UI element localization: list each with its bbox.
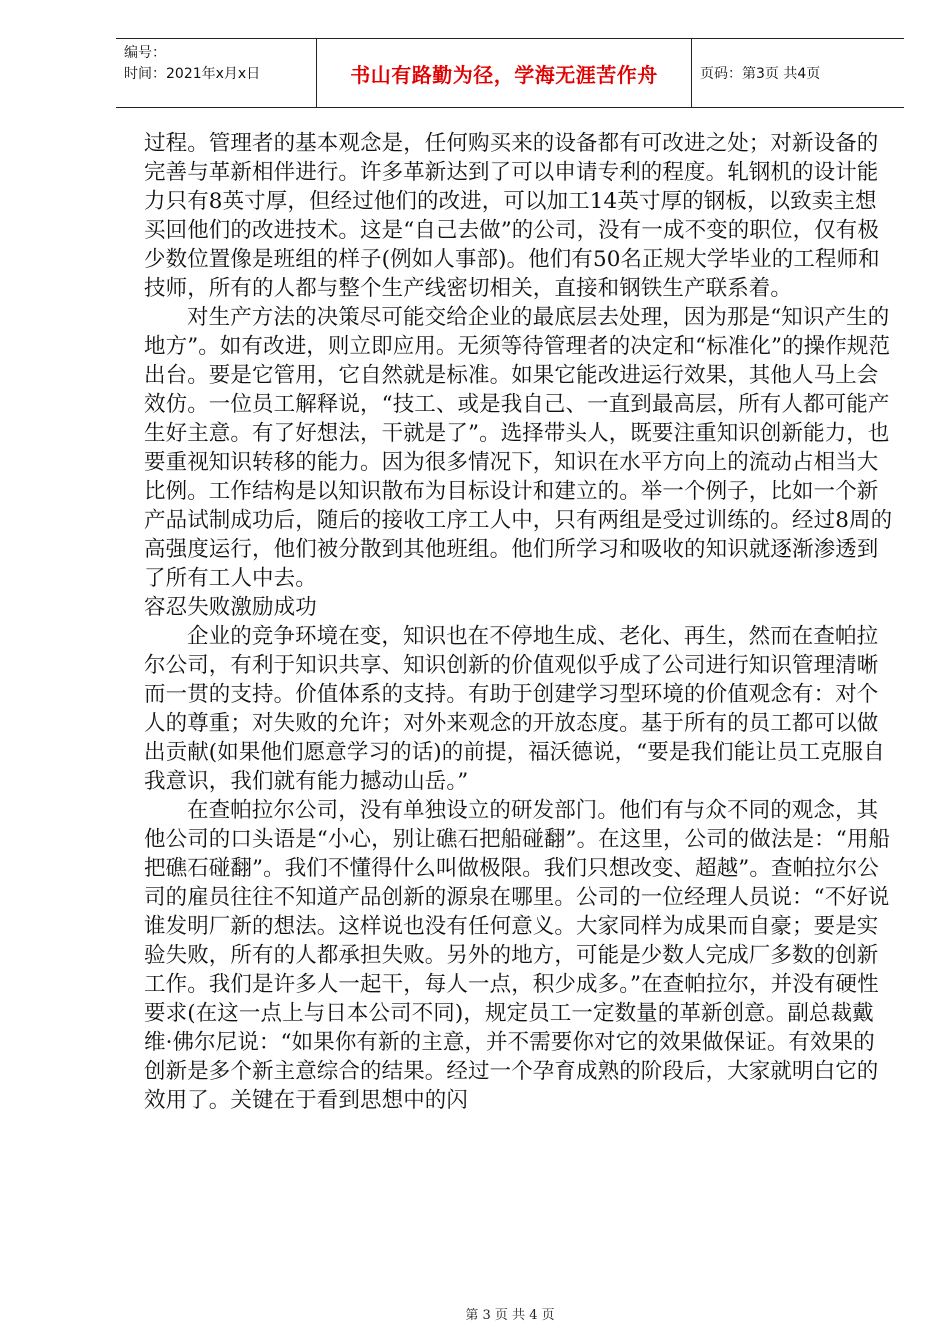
header-meta-cell: [116, 39, 316, 107]
header-motto: 书山有路勤为径，学海无涯苦作舟: [316, 39, 692, 107]
paragraph-4: 在查帕拉尔公司，没有单独设立的研发部门。他们有与众不同的观念，其他公司的口头语是“小心，别让礁石把船碰翻”。在这里，公司的做法是：“用船把礁石碰翻”。我们不懂得什么叫做极限。我们只想改变、超越”。查帕拉尔公司的雇员往往不知道产品创新的源泉在哪里。公司的一位经理人员说：“不好说谁发明厂新的想法。这样说也没有任何意义。大家同样为成果而自豪；要是实验失败，所有的人都承担失败。另外的地方，可能是少数人完成厂多数的创新工作。我们是许多人一起干，每人一点，积少成多。”在查帕拉尔，并没有硬性要求(在这一点上与日本公司不同)，规定员工一定数量的革新创意。副总裁戴维·佛尔尼说：“如果你有新的主意，并不需要你对它的效果做保证。有效果的创新是多个新主意综合的结果。经过一个孕育成熟的阶段后，大家就明白它的效用了。关键在于看到思想中的闪: [144, 798, 891, 1113]
number-label: 编号：: [124, 45, 166, 61]
paragraph-3: 企业的竞争环境在变，知识也在不停地生成、老化、再生，然而在查帕拉尔公司，有利于知识共享、知识创新的价值观似乎成了公司进行知识管理清晰而一贯的支持。价值体系的支持。有助于创建学习型环境的价值观念有：对个人的尊重；对失败的允许；对外来观念的开放态度。基于所有的员工都可以做出贡献(如果他们愿意学习的话)的前提，福沃德说，“要是我们能让员工克服自我意识，我们就有能力撼动山岳。”: [144, 624, 885, 794]
page-header: [116, 38, 904, 108]
paragraph-2: 对生产方法的决策尽可能交给企业的最底层去处理，因为那是“知识产生的地方”。如有改进，则立即应用。无须等待管理者的决定和“标准化”的操作规范出台。要是它管用，它自然就是标准。如果它能改进运行效果，其他人马上会效仿。一位员工解释说，“技工、或是我自己、一直到最高层，所有人都可能产生好主意。有了好想法，干就是了”。选择带头人，既要注重知识创新能力，也要重视知识转移的能力。因为很多情况下，知识在水平方向上的流动占相当大比例。工作结构是以知识散布为目标设计和建立的。举一个例子，比如一个新产品试制成功后，随后的接收工序工人中，只有两组是受过训练的。经过8周的高强度运行，他们被分散到其他班组。他们所学习和吸收的知识就逐渐渗透到了所有工人中去。: [144, 305, 893, 591]
time-label: 时间：2021年x月x日: [124, 66, 261, 82]
header-page-label: 页码：第3页 共4页: [700, 66, 821, 82]
paragraph-1: 过程。管理者的基本观念是，任何购买来的设备都有可改进之处；对新设备的完善与革新相伴进行。许多革新达到了可以申请专利的程度。轧钢机的设计能力只有8英寸厚，但经过他们的改进，可以加工14英寸厚的钢板，以致卖主想买回他们的改进技术。这是“自己去做”的公司，没有一成不变的职位，仅有极少数位置像是班组的样子(例如人事部)。他们有50名正规大学毕业的工程师和技师，所有的人都与整个生产线密切相关，直接和钢铁生产联系着。: [144, 131, 880, 301]
section-heading: 容忍失败激励成功: [144, 595, 317, 620]
page-footer: 第 3 页 共 4 页: [465, 1308, 555, 1323]
document-body: [144, 129, 894, 1115]
